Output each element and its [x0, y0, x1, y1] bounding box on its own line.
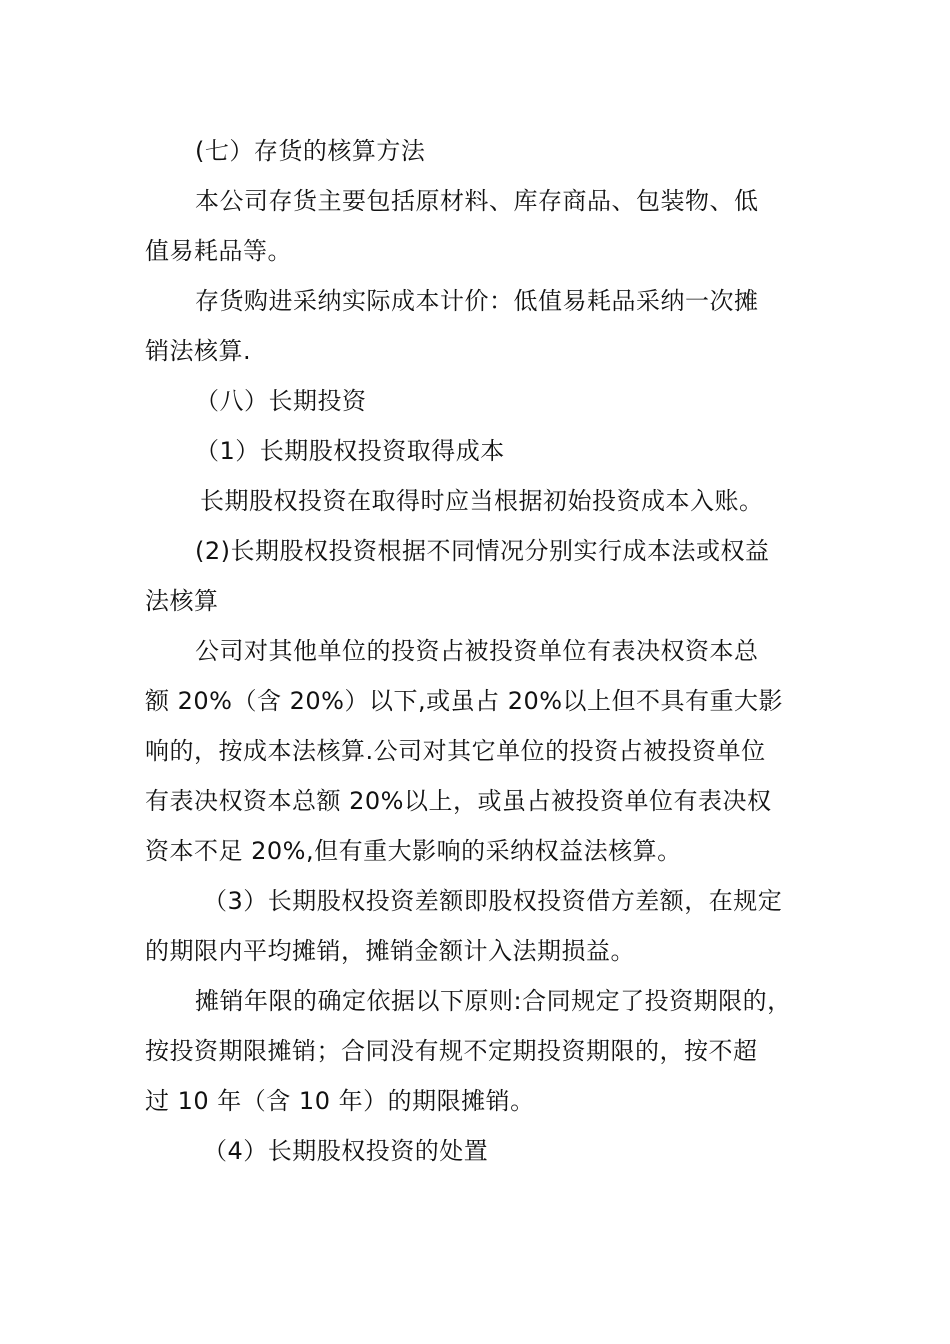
paragraph-line: 法核算 [145, 587, 219, 615]
section-heading-long-term-investment: （八）长期投资 [195, 387, 367, 415]
subheading-line: （1）长期股权投资取得成本 [195, 437, 505, 465]
subheading-line: (2)长期股权投资根据不同情况分别实行成本法或权益 [195, 537, 770, 565]
paragraph-line: 有表决权资本总额 20%以上，或虽占被投资单位有表决权 [145, 787, 772, 815]
paragraph-line: 销法核算. [145, 337, 252, 365]
paragraph-line: 公司对其他单位的投资占被投资单位有表决权资本总 [195, 637, 759, 665]
paragraph-line: 响的，按成本法核算.公司对其它单位的投资占被投资单位 [145, 737, 766, 765]
paragraph-line: 存货购进采纳实际成本计价：低值易耗品采纳一次摊 [195, 287, 759, 315]
paragraph-line: 资本不足 20%,但有重大影响的采纳权益法核算。 [145, 837, 682, 865]
subheading-line: （4）长期股权投资的处置 [203, 1137, 489, 1165]
paragraph-line: 摊销年限的确定依据以下原则:合同规定了投资期限的， [195, 987, 792, 1015]
paragraph-line: 的期限内平均摊销，摊销金额计入法期损益。 [145, 937, 635, 965]
paragraph-line: 按投资期限摊销；合同没有规不定期投资期限的，按不超 [145, 1037, 758, 1065]
paragraph-line: 值易耗品等。 [145, 237, 292, 265]
section-heading-inventory: (七）存货的核算方法 [195, 137, 426, 165]
paragraph-line: 额 20%（含 20%）以下,或虽占 20%以上但不具有重大影 [145, 687, 784, 715]
paragraph-line: 长期股权投资在取得时应当根据初始投资成本入账。 [200, 487, 764, 515]
paragraph-line: 过 10 年（含 10 年）的期限摊销。 [145, 1087, 535, 1115]
paragraph-line: 本公司存货主要包括原材料、库存商品、包装物、低 [195, 187, 759, 215]
subheading-line: （3）长期股权投资差额即股权投资借方差额，在规定 [203, 887, 783, 915]
